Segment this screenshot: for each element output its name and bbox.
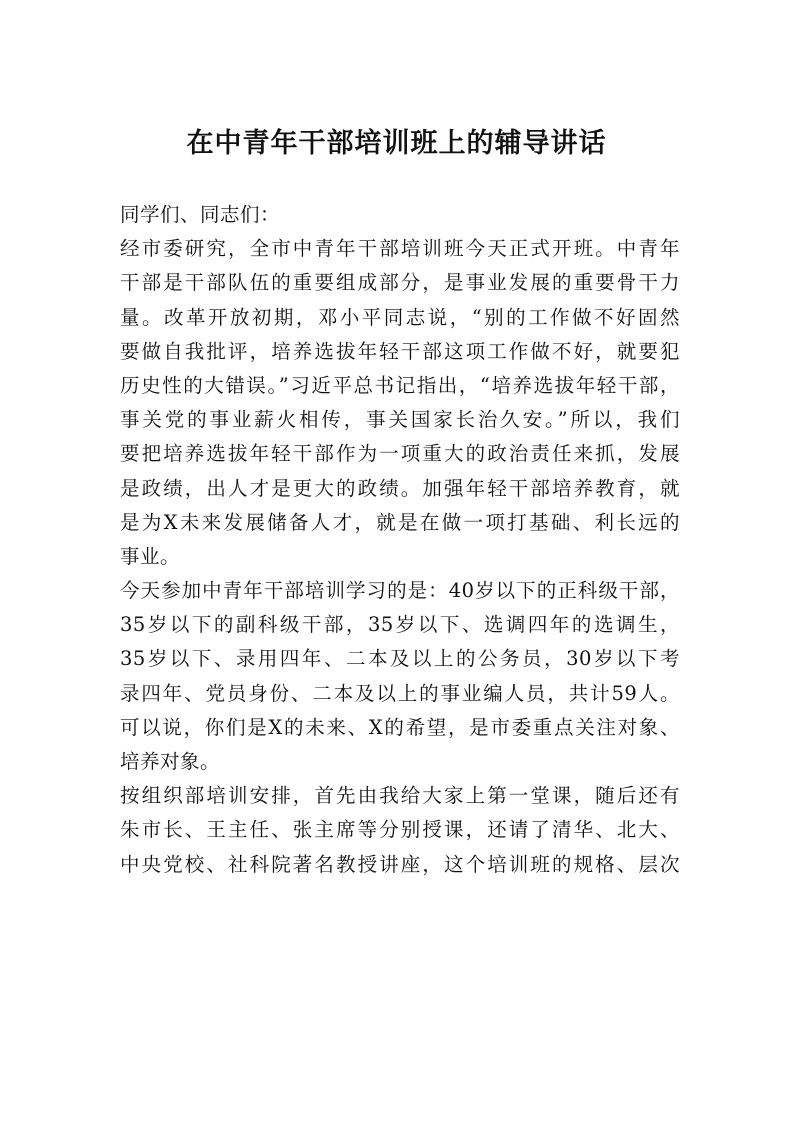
text-line: 历史性的大错误。”习近平总书记指出，“培养选拔年轻干部， [120, 373, 680, 397]
text-line: 35岁以下、录用四年、二本及以上的公务员，30岁以下考 [120, 647, 680, 671]
text-line: 培养对象。 [120, 750, 221, 773]
text-line: 录四年、党员身份、二本及以上的事业编人员，共计59人。 [120, 681, 680, 705]
text-line: 今天参加中青年干部培训学习的是：40岁以下的正科级干部， [120, 579, 680, 603]
text-line: 事关党的事业薪火相传，事关国家长治久安。”所以，我们 [120, 408, 680, 432]
text-line: 中央党校、社科院著名教授讲座，这个培训班的规格、层次 [120, 852, 680, 876]
paragraph-3 [120, 779, 680, 882]
paragraph-2 [120, 574, 680, 779]
text-line: 事业。 [120, 544, 181, 568]
text-line: 干部是干部队伍的重要组成部分，是事业发展的重要骨干力 [120, 271, 680, 295]
document-title: 在中青年干部培训班上的辅导讲话 [186, 128, 607, 159]
text-line: 是为X未来发展储备人才，就是在做一项打基础、利长远的 [120, 510, 680, 534]
text-line: 经市委研究，全市中青年干部培训班今天正式开班。中青年 [120, 237, 680, 261]
text-line: 35岁以下的副科级干部，35岁以下、选调四年的选调生， [120, 613, 680, 637]
text-line: 要把培养选拔年轻干部作为一项重大的政治责任来抓，发展 [120, 442, 680, 466]
greeting-line: 同学们、同志们： [120, 203, 281, 226]
text-line: 朱市长、王主任、张主席等分别授课，还请了清华、北大、 [120, 818, 680, 842]
text-line: 是政绩，出人才是更大的政绩。加强年轻干部培养教育，就 [120, 476, 680, 500]
document-body [120, 198, 680, 882]
paragraph-1 [120, 232, 680, 574]
text-line: 量。改革开放初期，邓小平同志说，“别的工作做不好固然 [120, 305, 680, 329]
text-line: 可以说，你们是X的未来、X的希望，是市委重点关注对象、 [120, 715, 680, 739]
text-line: 按组织部培训安排，首先由我给大家上第一堂课，随后还有 [120, 784, 680, 808]
text-line: 要做自我批评，培养选拔年轻干部这项工作做不好，就要犯 [120, 339, 680, 363]
